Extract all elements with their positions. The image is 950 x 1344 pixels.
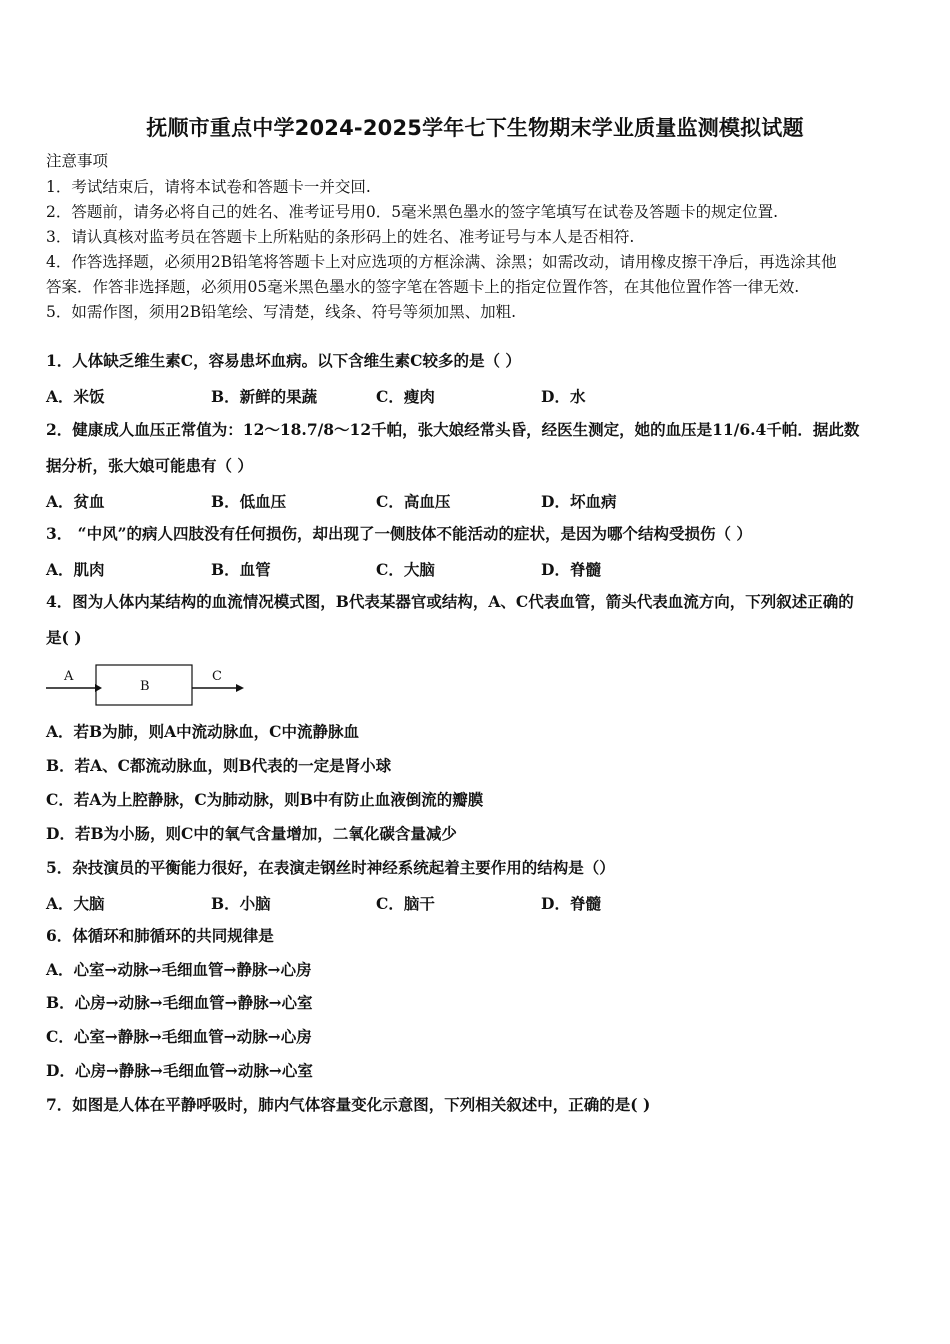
- question-2-options: [46, 490, 906, 510]
- question-3-option-a[interactable]: A．肌肉: [46, 560, 105, 579]
- question-5-option-b[interactable]: B．小脑: [211, 894, 271, 913]
- question-1-option-d[interactable]: D．水: [541, 387, 586, 406]
- notice-item-4-cont: 答案．作答非选择题，必须用05毫米黑色墨水的签字笔在答题卡上的指定位置作答，在其他位置作答一律无效.: [46, 278, 800, 296]
- question-2-option-d[interactable]: D．坏血病: [541, 492, 617, 511]
- label-c: C: [212, 669, 222, 684]
- question-1-options: [46, 385, 906, 405]
- question-2-option-a[interactable]: A．贫血: [46, 492, 105, 511]
- question-6-stem: 6．体循环和肺循环的共同规律是: [46, 926, 274, 945]
- question-2-option-b[interactable]: B．低血压: [211, 492, 287, 511]
- question-3-option-b[interactable]: B．血管: [211, 560, 271, 579]
- question-1-option-a[interactable]: A．米饭: [46, 387, 105, 406]
- question-4-stem-line-2: 是( ): [46, 628, 82, 647]
- blood-flow-diagram: [44, 660, 250, 708]
- question-5-stem: 5．杂技演员的平衡能力很好，在表演走钢丝时神经系统起着主要作用的结构是（）: [46, 858, 615, 877]
- question-5-options: [46, 892, 906, 912]
- label-b: B: [140, 679, 150, 694]
- question-4-option-b[interactable]: B．若A、C都流动脉血，则B代表的一定是肾小球: [46, 756, 392, 775]
- question-6-option-a[interactable]: A．心室→动脉→毛细血管→静脉→心房: [46, 960, 312, 979]
- notice-item-1: 1．考试结束后，请将本试卷和答题卡一并交回.: [46, 178, 371, 196]
- question-1-option-c[interactable]: C．瘦肉: [376, 387, 435, 406]
- question-4-stem-line-1: 4．图为人体内某结构的血流情况模式图，B代表某器官或结构，A、C代表血管，箭头代表血流方向，下列叙述正确的: [46, 592, 854, 611]
- question-5-option-c[interactable]: C．脑干: [376, 894, 435, 913]
- question-5-option-a[interactable]: A．大脑: [46, 894, 105, 913]
- question-3-options: [46, 558, 906, 578]
- question-5-option-d[interactable]: D．脊髓: [541, 894, 601, 913]
- question-4-option-d[interactable]: D．若B为小肠，则C中的氧气含量增加，二氧化碳含量减少: [46, 824, 457, 843]
- question-4-option-a[interactable]: A．若B为肺，则A中流动脉血，C中流静脉血: [46, 722, 359, 741]
- question-4-option-c[interactable]: C．若A为上腔静脉，C为肺动脉，则B中有防止血液倒流的瓣膜: [46, 790, 484, 809]
- question-3-option-c[interactable]: C．大脑: [376, 560, 435, 579]
- label-a: A: [64, 669, 74, 684]
- question-2-stem-line-2: 据分析，张大娘可能患有（ ）: [46, 456, 253, 475]
- notice-item-4: 4．作答选择题，必须用2B铅笔将答题卡上对应选项的方框涂满、涂黑；如需改动，请用橡皮擦干净后，再选涂其他: [46, 253, 837, 271]
- question-1-option-b[interactable]: B．新鲜的果蔬: [211, 387, 318, 406]
- notice-item-3: 3．请认真核对监考员在答题卡上所粘贴的条形码上的姓名、准考证号与本人是否相符.: [46, 228, 635, 246]
- vessel-c-arrowhead: [236, 684, 244, 692]
- question-2-option-c[interactable]: C．高血压: [376, 492, 451, 511]
- question-2-stem-line-1: 2．健康成人血压正常值为：12～18.7/8～12千帕，张大娘经常头昏，经医生测定，她的血压是11/6.4千帕．据此数: [46, 420, 860, 439]
- question-1-stem: 1．人体缺乏维生素C，容易患坏血病。以下含维生素C较多的是（ ）: [46, 351, 521, 370]
- notice-item-5: 5．如需作图，须用2B铅笔绘、写清楚，线条、符号等须加黑、加粗.: [46, 303, 517, 321]
- question-6-option-b[interactable]: B．心房→动脉→毛细血管→静脉→心室: [46, 993, 313, 1012]
- question-6-option-d[interactable]: D．心房→静脉→毛细血管→动脉→心室: [46, 1061, 313, 1080]
- question-3-stem: 3． “中风”的病人四肢没有任何损伤，却出现了一侧肢体不能活动的症状，是因为哪个结构受损伤（ ）: [46, 524, 752, 543]
- notice-heading: 注意事项: [46, 152, 109, 170]
- question-7-stem: 7．如图是人体在平静呼吸时，肺内气体容量变化示意图，下列相关叙述中，正确的是( ): [46, 1095, 651, 1114]
- question-6-option-c[interactable]: C．心室→静脉→毛细血管→动脉→心房: [46, 1027, 312, 1046]
- question-3-option-d[interactable]: D．脊髓: [541, 560, 601, 579]
- page-title: 抚顺市重点中学2024-2025学年七下生物期末学业质量监测模拟试题: [146, 116, 804, 140]
- notice-item-2: 2．答题前，请务必将自己的姓名、准考证号用0．5毫米黑色墨水的签字笔填写在试卷及答题卡的规定位置.: [46, 203, 779, 221]
